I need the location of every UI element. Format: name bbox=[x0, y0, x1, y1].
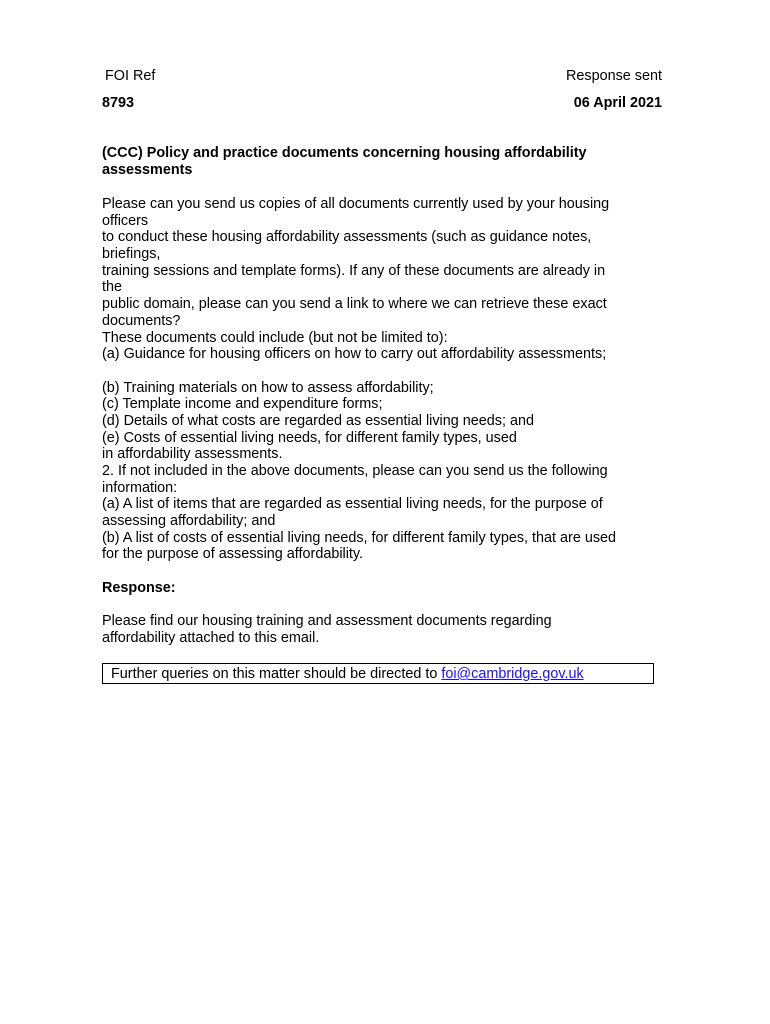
title-line: (CCC) Policy and practice documents concerning housing affordability bbox=[102, 145, 587, 161]
response-body bbox=[102, 613, 662, 646]
header-values-row bbox=[102, 95, 662, 113]
request-line: (a) Guidance for housing officers on how to carry out affordability assessments; bbox=[102, 346, 607, 363]
request-text bbox=[102, 196, 664, 563]
request-line: in affordability assessments. bbox=[102, 446, 283, 463]
response-line: Please find our housing training and assessment documents regarding bbox=[102, 613, 552, 629]
title-line: assessments bbox=[102, 161, 193, 178]
request-line: Please can you send us copies of all documents currently used by your housing bbox=[102, 196, 610, 212]
blank-line bbox=[102, 363, 664, 380]
response-sent-label: Response sent bbox=[566, 68, 662, 84]
request-line: assessing affordability; and bbox=[102, 513, 276, 530]
request-line: (b) Training materials on how to assess affordability; bbox=[102, 379, 434, 396]
request-line: (e) Costs of essential living needs, for different family types, used bbox=[102, 429, 517, 446]
response-line: affordability attached to this email. bbox=[102, 629, 320, 646]
request-line: training sessions and template forms). If any of these documents are already in bbox=[102, 262, 606, 279]
contact-text: Further queries on this matter should be directed to bbox=[111, 666, 442, 682]
request-line: officers bbox=[102, 212, 149, 229]
request-line: public domain, please can you send a link to where we can retrieve these exact bbox=[102, 296, 607, 313]
request-line: documents? bbox=[102, 312, 181, 329]
response-heading: Response: bbox=[102, 580, 176, 596]
contact-box bbox=[102, 663, 654, 684]
foi-ref-label: FOI Ref bbox=[105, 68, 156, 84]
request-line: (a) A list of items that are regarded as essential living needs, for the purpose of bbox=[102, 496, 603, 513]
request-line: 2. If not included in the above documents, please can you send us the following bbox=[102, 463, 608, 479]
request-line: (c) Template income and expenditure forms; bbox=[102, 396, 383, 413]
request-line: for the purpose of assessing affordability. bbox=[102, 546, 364, 563]
header-labels-row bbox=[102, 68, 662, 86]
request-line: briefings, bbox=[102, 246, 161, 263]
request-line: These documents could include (but not be limited to): bbox=[102, 329, 448, 346]
request-line: (d) Details of what costs are regarded as essential living needs; and bbox=[102, 412, 534, 429]
foi-ref-value: 8793 bbox=[102, 95, 135, 111]
response-sent-date: 06 April 2021 bbox=[573, 95, 662, 111]
request-line: information: bbox=[102, 479, 178, 496]
contact-email-link[interactable]: foi@cambridge.gov.uk bbox=[441, 666, 584, 682]
request-line: to conduct these housing affordability assessments (such as guidance notes, bbox=[102, 229, 592, 246]
request-line: (b) A list of costs of essential living needs, for different family types, that are used bbox=[102, 529, 617, 546]
request-line: the bbox=[102, 279, 123, 296]
document-title bbox=[102, 145, 662, 178]
